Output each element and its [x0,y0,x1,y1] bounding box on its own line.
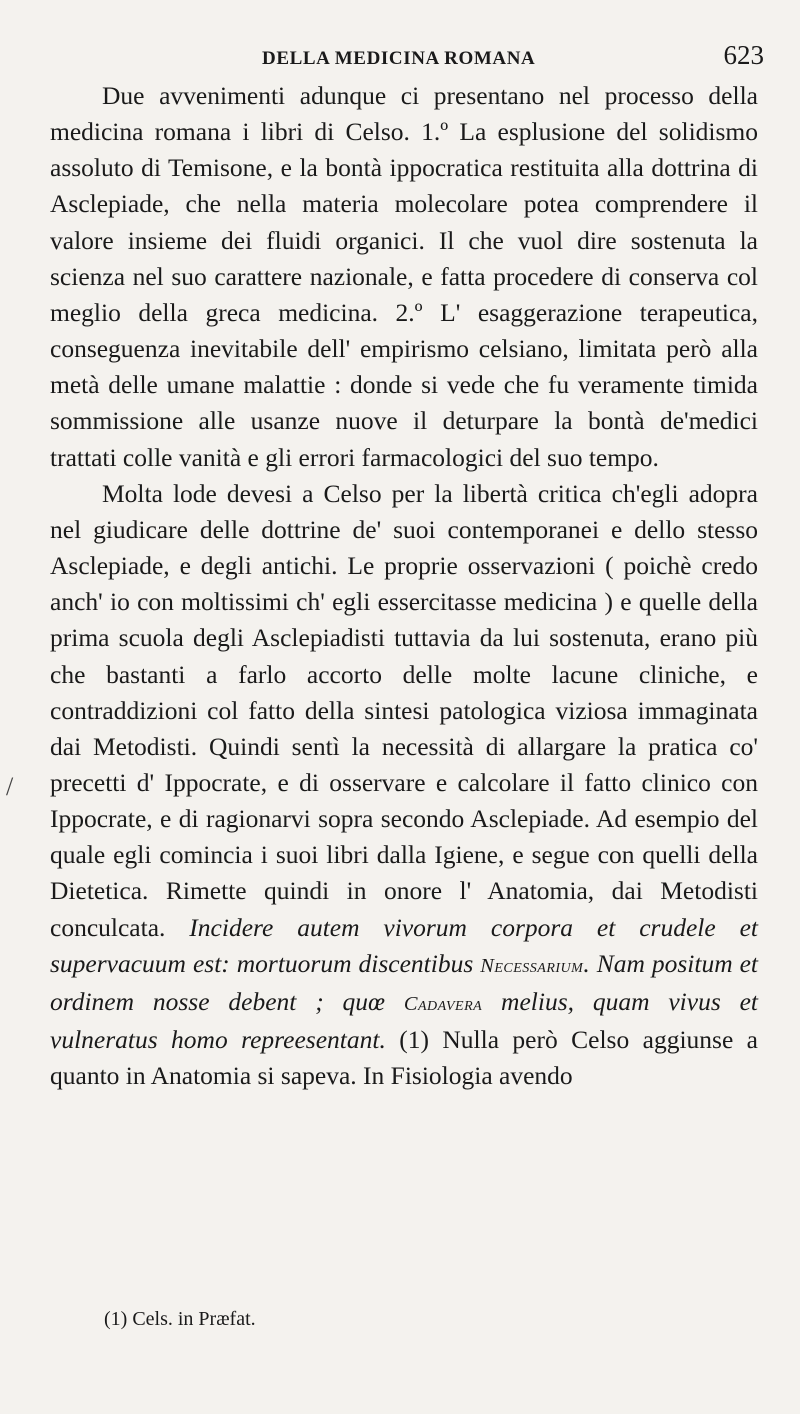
paragraph-1 [50,78,758,476]
latin-smallcaps-2: Cadavera [403,992,483,1015]
footnote: (1) Cels. in Præfat. [104,1308,256,1330]
page-number: 623 [723,40,764,70]
paragraph-2-text: Molta lode devesi a Celso per la libertà critica ch'egli adopra nel giudicare delle dottrine de' suoi contemporanei e dello stesso Asclepiade, e degli antichi. Le proprie osservazioni ( poichè credo anch' io con moltissimi ch' egli essercitasse medicina ) e quelle della prima scuola degli Asclepiadisti tuttavia da lui sostenuta, erano più che bastanti a farlo accorto delle molte lacune cliniche, e contraddizioni col fatto della sintesi patologica viziosa immaginata dai Metodisti. Quindi sentì la necessità di allargare la pratica co' precetti d' Ippocrate, e di osservare e calcolare il fatto clinico con Ippocrate, e di ragionarvi sopra secondo Asclepiade. Ad esempio del quale egli comincia i suoi libri dalla Igiene, e segue con quelli della Dietetica. Rimette quindi in onore l' Anatomia, dai Metodisti conculcata. [50,478,758,942]
page-header [262,40,764,80]
paragraph-2-tail: (1) Nulla però Celso aggiunse a quanto in Anatomia si sapeva. In Fisiologia avendo [50,1025,758,1091]
margin-mark: / [6,772,14,801]
paragraph-2 [50,476,758,1095]
body-text [50,78,758,1094]
latin-smallcaps: Necessarium [480,954,584,977]
latin-quote-cont: . Nam positum et ordinem nosse debent ; quœ [50,948,758,1016]
running-head: DELLA MEDICINA ROMANA [262,48,536,69]
latin-quote: Incidere autem vivorum corpora et crudele et supervacuum est: mortuorum discentibus [50,912,759,978]
paragraph-1-text: Due avvenimenti adunque ci presentano nel processo della medicina romana i libri di Celso. 1.º La esplusione del solidismo assoluto di Temisone, e la bontà ippocratica restituita alla dottrina di Asclepiade, che nella materia molecolare potea comprendere il valore insieme dei fluidi organici. Il che vuol dire sostenuta la scienza nel suo carattere nazionale, e fatta procedere di conserva col meglio della greca medicina. 2.º L' esaggerazione terapeutica, conseguenza inevitabile dell' empirismo celsiano, limitata però alla metà delle umane malattie : donde si vede che fu veramente timida sommissione alle usanze nuove il deturpare la bontà de'medici trattati colle vanità e gli errori farmacologici del suo tempo. [50,81,758,472]
latin-quote-end: melius, quam vivus et vulneratus homo repreesentant. [50,986,758,1055]
